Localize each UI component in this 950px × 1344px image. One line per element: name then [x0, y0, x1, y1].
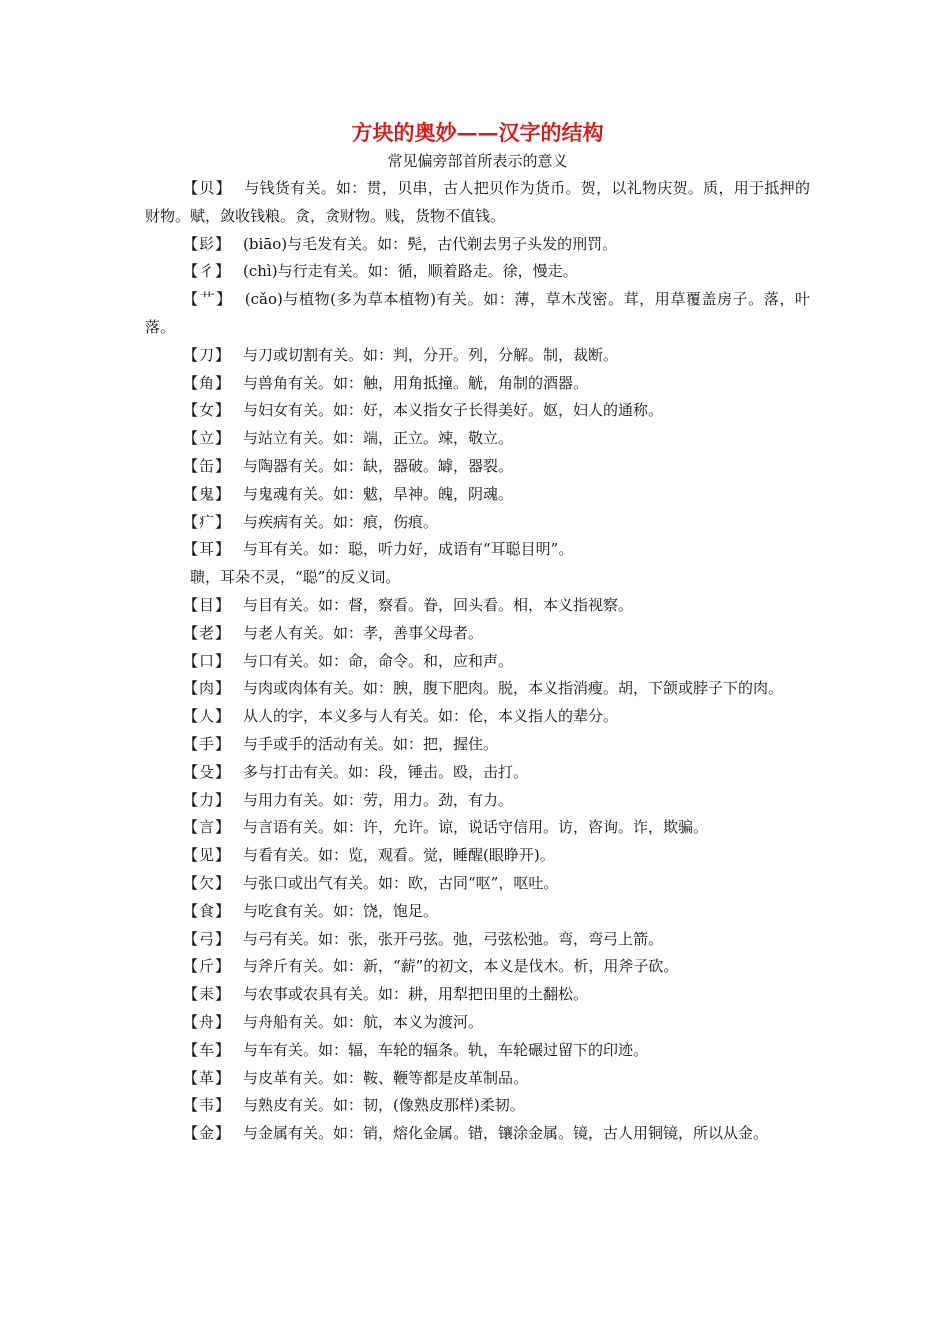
radical-description: 与老人有关。如：孝，善事父母者。	[243, 623, 484, 642]
radical-entry	[145, 648, 810, 676]
radical-description: 与目有关。如：督，察看。眷，回头看。相，本义指视察。	[243, 595, 634, 614]
radical-description: 与站立有关。如：端，正立。竦，敬立。	[243, 429, 514, 448]
radical-entry	[145, 286, 810, 342]
radical-entry	[145, 842, 810, 870]
radical-entry	[145, 453, 810, 481]
radical-label: 【贝】	[183, 179, 232, 197]
radical-label: 【疒】	[183, 512, 232, 531]
document-body	[145, 118, 810, 1148]
radical-label: 【舟】	[183, 1012, 232, 1031]
radical-entry	[145, 509, 810, 537]
radical-description: 与弓有关。如：张，张开弓弦。弛，弓弦松弛。弯，弯弓上箭。	[243, 929, 664, 948]
radical-entry	[145, 620, 810, 648]
radical-entry	[145, 1037, 810, 1065]
radical-description: 与陶器有关。如：缺，器破。罅，器裂。	[243, 456, 514, 475]
radical-entry	[145, 1092, 810, 1120]
radical-label: 【女】	[183, 401, 232, 420]
radical-description: 与张口或出气有关。如：欧，古同“呕”，呕吐。	[243, 873, 559, 892]
radical-entry	[145, 731, 810, 759]
radical-entry	[145, 1120, 810, 1148]
radical-label: 【弓】	[183, 929, 232, 948]
radical-list	[145, 175, 810, 564]
radical-description: 与金属有关。如：销，熔化金属。错，镶涂金属。镜，古人用铜镜，所以从金。	[243, 1124, 769, 1143]
radical-label: 【肉】	[183, 679, 232, 698]
radical-description: 与用力有关。如：劳，用力。劲，有力。	[243, 790, 514, 809]
radical-description: 与皮革有关。如：鞍、鞭等都是皮革制品。	[243, 1068, 529, 1087]
radical-label: 【缶】	[183, 456, 232, 475]
radical-description: 与舟船有关。如：航，本义为渡河。	[243, 1012, 484, 1031]
radical-description: 与看有关。如：览，观看。觉，睡醒(眼睁开)。	[243, 846, 555, 865]
radical-label: 【人】	[183, 707, 232, 726]
radical-entry	[145, 370, 810, 398]
radical-entry	[145, 536, 810, 564]
radical-description: (biāo)与毛发有关。如：髡，古代剃去男子头发的刑罚。	[243, 234, 618, 253]
radical-entry	[145, 397, 810, 425]
radical-entry	[145, 953, 810, 981]
radical-label: 【手】	[183, 734, 232, 753]
radical-label: 【角】	[183, 373, 232, 392]
radical-description: (chì)与行走有关。如：循，顺着路走。徐，慢走。	[243, 262, 578, 281]
radical-entry	[145, 675, 810, 703]
radical-description: 与疾病有关。如：痕，伤痕。	[243, 512, 439, 531]
radical-description: 与言语有关。如：许，允许。谅，说话守信用。访，咨询。诈，欺骗。	[243, 818, 709, 837]
radical-label: 【力】	[183, 790, 232, 809]
radical-label: 【彳】	[183, 262, 232, 281]
radical-description: 与鬼魂有关。如：魃，旱神。魄，阴魂。	[243, 484, 514, 503]
radical-entry	[145, 814, 810, 842]
radical-entry	[145, 258, 810, 286]
radical-label: 【车】	[183, 1040, 232, 1059]
radical-description: 与钱货有关。如：贯，贝串，古人把贝作为货币。贺，以礼物庆贺。质，用于抵押的财物。赋，敛收钱粮。贪，贪财物。贱，货物不值钱。	[145, 179, 810, 225]
radical-label: 【口】	[183, 651, 232, 670]
radical-entry	[145, 175, 810, 231]
radical-label: 【殳】	[183, 762, 232, 781]
radical-description: 与车有关。如：辐，车轮的辐条。轨，车轮碾过留下的印迹。	[243, 1040, 649, 1059]
radical-list-continued	[145, 592, 810, 1148]
radical-entry	[145, 981, 810, 1009]
page-subtitle: 常见偏旁部首所表示的意义	[387, 152, 568, 170]
radical-label: 【韦】	[183, 1096, 232, 1115]
radical-description: 与农事或农具有关。如：耕，用犁把田里的土翻松。	[243, 985, 589, 1004]
radical-description: (cǎo)与植物(多为草本植物)有关。如：薄，草木茂密。茸，用草覆盖房子。落，叶落。	[145, 290, 810, 336]
radical-description: 与吃食有关。如：饶，饱足。	[243, 901, 439, 920]
radical-description: 与斧斤有关。如：新，“薪”的初文，本义是伐木。析，用斧子砍。	[243, 957, 679, 976]
radical-entry	[145, 1065, 810, 1093]
radical-description: 与口有关。如：命，命令。和，应和声。	[243, 651, 514, 670]
radical-entry	[145, 870, 810, 898]
radical-label: 【革】	[183, 1068, 232, 1087]
radical-description: 多与打击有关。如：段，锤击。殴，击打。	[243, 762, 529, 781]
radical-label: 【金】	[183, 1124, 232, 1143]
radical-label: 【耳】	[183, 540, 232, 559]
radical-entry	[145, 703, 810, 731]
radical-label: 【老】	[183, 623, 232, 642]
radical-label: 【刀】	[183, 345, 232, 364]
radical-entry	[145, 898, 810, 926]
radical-label: 【耒】	[183, 985, 232, 1004]
page-title: 方块的奥妙——汉字的结构	[351, 120, 604, 145]
radical-label: 【目】	[183, 595, 232, 614]
radical-entry	[145, 1009, 810, 1037]
radical-description: 与兽角有关。如：触，用角抵撞。觥，角制的酒器。	[243, 373, 589, 392]
radical-description: 与熟皮有关。如：韧，(像熟皮那样)柔韧。	[243, 1096, 525, 1115]
radical-entry	[145, 759, 810, 787]
radical-entry	[145, 787, 810, 815]
radical-entry	[145, 926, 810, 954]
radical-description: 与手或手的活动有关。如：把，握住。	[243, 734, 499, 753]
radical-label: 【艹】	[183, 290, 233, 309]
radical-entry	[145, 231, 810, 259]
radical-entry	[145, 481, 810, 509]
radical-label: 【言】	[183, 818, 232, 837]
radical-label: 【鬼】	[183, 484, 232, 503]
radical-entry	[145, 592, 810, 620]
radical-description: 与妇女有关。如：好，本义指女子长得美好。妪，妇人的通称。	[243, 401, 664, 420]
radical-label: 【立】	[183, 429, 232, 448]
radical-label: 【欠】	[183, 873, 232, 892]
radical-description: 与刀或切割有关。如：判，分开。列，分解。制，裁断。	[243, 345, 619, 364]
radical-entry	[145, 342, 810, 370]
radical-description: 与肉或肉体有关。如：腴，腹下肥肉。脱，本义指消瘦。胡，下颌或脖子下的肉。	[243, 679, 784, 698]
radical-entry	[145, 425, 810, 453]
radical-label: 【食】	[183, 901, 232, 920]
radical-label: 【髟】	[183, 234, 232, 253]
radical-label: 【见】	[183, 846, 232, 865]
radical-description: 从人的字，本义多与人有关。如：伦，本义指人的辈分。	[243, 707, 619, 726]
radical-description: 与耳有关。如：聪，听力好，成语有“耳聪目明”。	[243, 540, 574, 559]
entry-continuation: 聩，耳朵不灵，“聪”的反义词。	[190, 568, 401, 587]
radical-label: 【斤】	[183, 957, 232, 976]
